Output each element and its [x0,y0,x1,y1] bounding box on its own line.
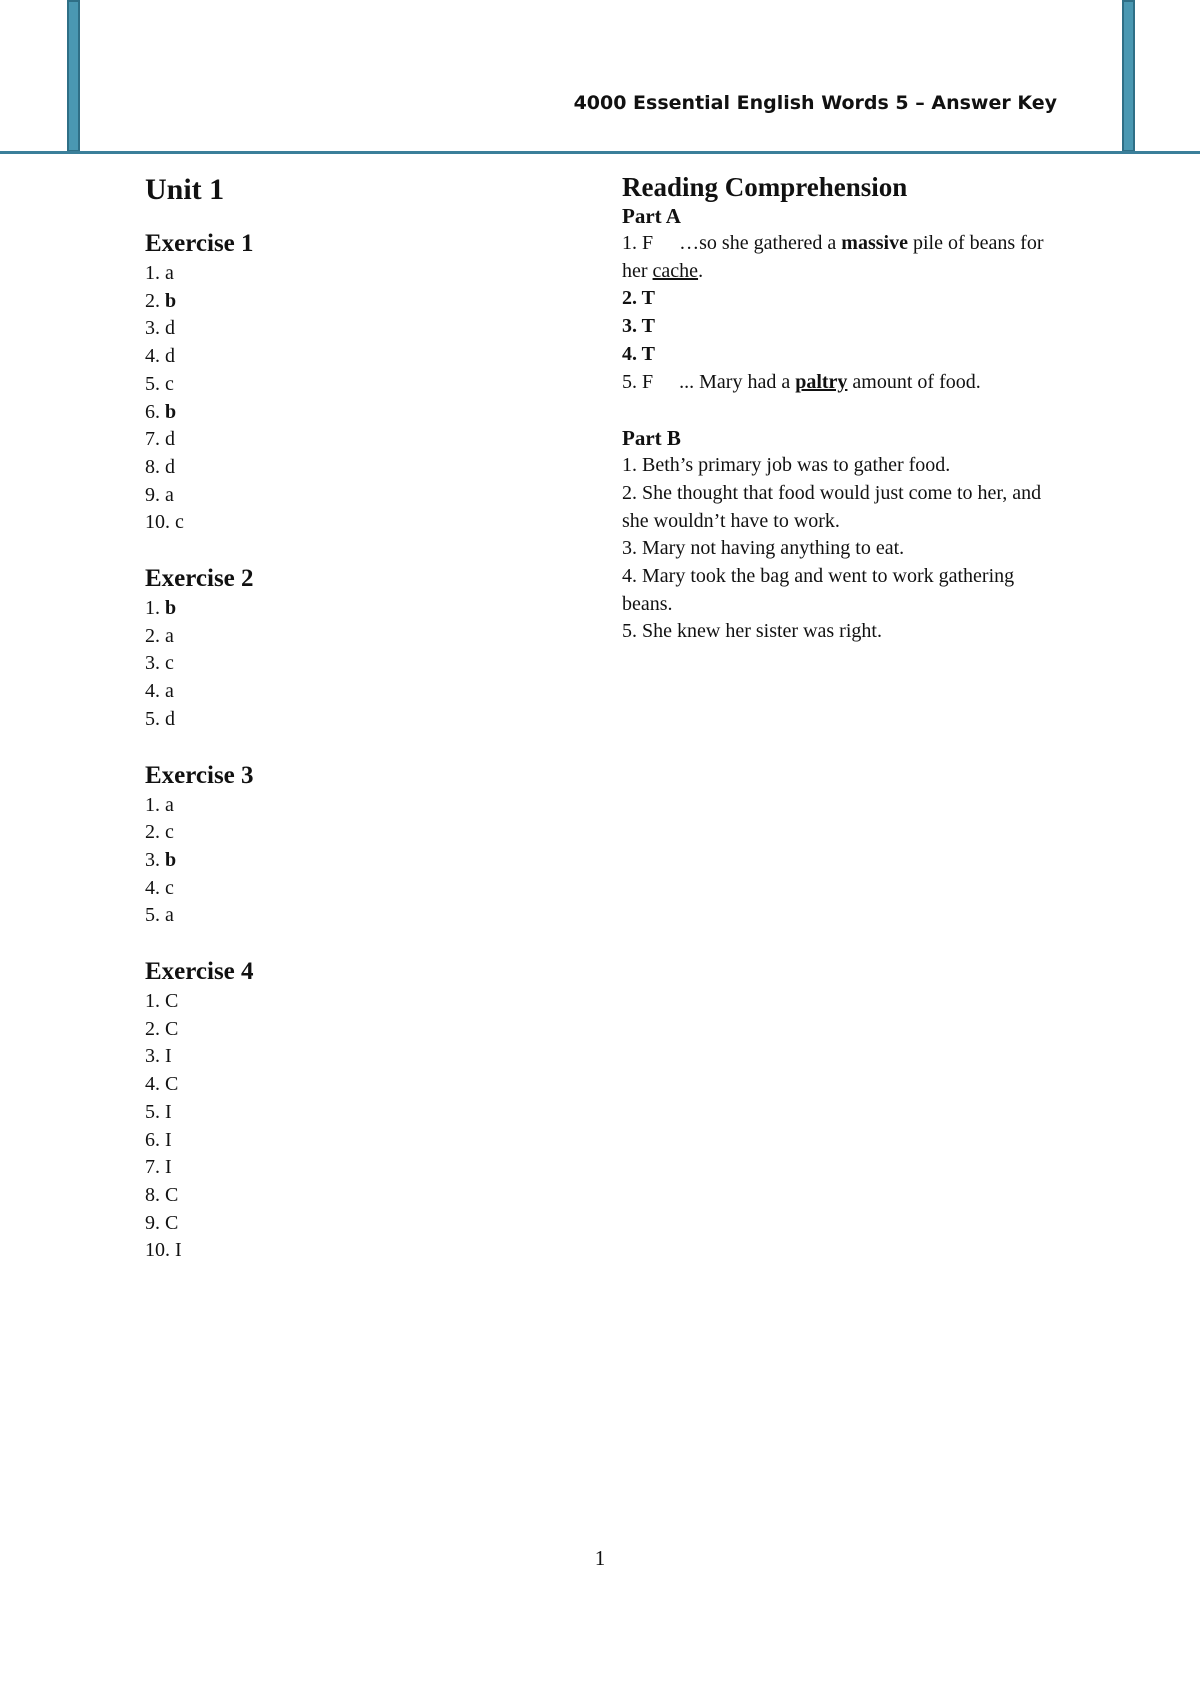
answer-item [145,426,565,454]
answer-value: c [165,372,174,395]
answer-item [145,650,565,678]
answer-number: 5. [145,904,160,927]
answer-value: d [165,707,175,730]
answer-number: 4. [145,1073,160,1096]
answer-number: 3. [145,317,160,340]
answer-item [145,454,565,482]
answer-value: C [165,1211,179,1234]
answer-number: 1. [145,597,160,620]
header-title: 4000 Essential English Words 5 – Answer Key [573,92,1057,114]
part-a-answer: 3. T [622,315,655,338]
header-rule [0,151,1200,154]
answer-item [145,288,565,316]
header-left-bar [67,0,80,152]
part-b-item: 3. Mary not having anything to eat. [622,537,905,560]
answer-number: 4. [145,680,160,703]
answer-value: I [175,1239,182,1262]
answer-item [145,1071,565,1099]
part-a-text-segment: . [698,259,704,282]
part-a-text-segment: pile of beans for her [622,232,1044,282]
answer-value: a [165,793,174,816]
answer-value: a [165,483,174,506]
answer-value: C [165,1073,179,1096]
answer-item [145,399,565,427]
right-column [622,172,1062,674]
answer-number: 4. [145,876,160,899]
page-number: 1 [594,1546,606,1570]
answer-item [145,678,565,706]
part-a-text-segment: paltry [795,370,848,393]
exercise-answer-list [145,988,565,1265]
exercise-title: Exercise 1 [145,230,254,257]
answer-item [145,1016,565,1044]
answer-number: 1. [145,990,160,1013]
answer-item [145,792,565,820]
answer-number: 3. [145,848,160,871]
answer-number: 2. [145,1017,160,1040]
answer-number: 1. [145,793,160,816]
exercise-answer-list [145,595,565,734]
answer-value: I [165,1045,172,1068]
part-b-title: Part B [622,426,681,451]
answer-number: 3. [145,652,160,675]
answer-item [145,371,565,399]
part-a-text-segment: ... Mary had a [679,370,796,393]
answer-value: I [165,1156,172,1179]
answer-number: 7. [145,428,160,451]
answer-number: 2. [145,624,160,647]
answer-number: 10. [145,511,170,534]
answer-value: I [165,1128,172,1151]
answer-value: c [175,511,184,534]
exercise-answer-list [145,260,565,537]
answer-value: b [165,848,177,871]
answer-number: 5. [145,1100,160,1123]
answer-number: 2. [145,289,160,312]
answer-item [145,343,565,371]
answer-item [145,1099,565,1127]
answer-item [145,1237,565,1265]
part-a-text-segment: cache [652,259,699,282]
answer-value: C [165,1017,179,1040]
answer-item [145,1210,565,1238]
part-a-item [622,313,1062,341]
part-a-answer: 2. T [622,287,655,310]
answer-number: 10. [145,1239,170,1262]
answer-number: 7. [145,1156,160,1179]
part-b-item: 2. She thought that food would just come to her, and she wouldn’t have to work. [622,481,1042,532]
answer-number: 8. [145,455,160,478]
answer-item [145,315,565,343]
part-a-answer: 1. F [622,232,654,254]
answer-value: c [165,876,174,899]
answer-number: 5. [145,372,160,395]
answer-item [145,260,565,288]
reading-comprehension-title: Reading Comprehension [622,172,908,202]
part-b-item: 5. She knew her sister was right. [622,620,882,643]
answer-item [145,706,565,734]
answer-value: a [165,680,174,703]
answer-item [145,819,565,847]
answer-number: 6. [145,1128,160,1151]
exercise-answer-list [145,792,565,931]
answer-value: d [165,428,175,451]
part-a-answer: 5. F [622,370,654,393]
answer-value: b [165,289,177,312]
answer-number: 2. [145,821,160,844]
answer-number: 6. [145,400,160,423]
exercises-container [145,228,565,1265]
answer-item [145,1182,565,1210]
exercise-title: Exercise 4 [145,958,254,986]
part-a-list [622,230,1062,396]
part-b-item: 4. Mary took the bag and went to work gathering beans. [622,565,1015,615]
part-b-list [622,452,1062,646]
answer-value: c [165,652,174,675]
answer-value: C [165,1183,179,1206]
exercise-title: Exercise 3 [145,761,254,789]
unit-title: Unit 1 [145,173,225,206]
answer-number: 4. [145,345,160,368]
answer-value: b [165,597,177,620]
exercise-title: Exercise 2 [145,565,254,593]
answer-number: 8. [145,1183,160,1206]
part-a-title: Part A [622,204,681,228]
answer-item [145,1127,565,1155]
answer-value: I [165,1100,172,1123]
answer-value: b [165,400,177,423]
answer-number: 1. [145,262,160,284]
part-a-item [622,369,1062,397]
answer-value: a [165,904,174,927]
answer-item [145,847,565,875]
answer-number: 9. [145,1211,160,1234]
answer-value: d [165,345,175,368]
answer-number: 9. [145,483,160,506]
answer-item [145,902,565,930]
part-a-text-segment: …so she gathered a [679,232,842,254]
answer-item [145,875,565,903]
answer-value: d [165,317,175,340]
part-a-item [622,285,1062,313]
answer-item [145,482,565,510]
part-a-text-segment: massive [841,232,908,254]
part-a-item [622,341,1062,369]
answer-number: 3. [145,1045,160,1068]
answer-value: a [165,262,174,284]
answer-item [145,623,565,651]
left-column [145,172,565,1291]
header-right-bar [1122,0,1135,152]
answer-number: 5. [145,707,160,730]
answer-item [145,1043,565,1071]
answer-value: C [165,990,179,1013]
answer-value: d [165,455,175,478]
answer-item [145,1154,565,1182]
answer-item [145,509,565,537]
part-a-answer: 4. T [622,342,655,365]
answer-value: c [165,821,174,844]
answer-value: a [165,624,174,647]
part-a-item [622,230,1062,285]
answer-item [145,988,565,1016]
part-a-text-segment: amount of food. [847,370,981,393]
answer-item [145,595,565,623]
part-b-item: 1. Beth’s primary job was to gather food. [622,454,951,477]
